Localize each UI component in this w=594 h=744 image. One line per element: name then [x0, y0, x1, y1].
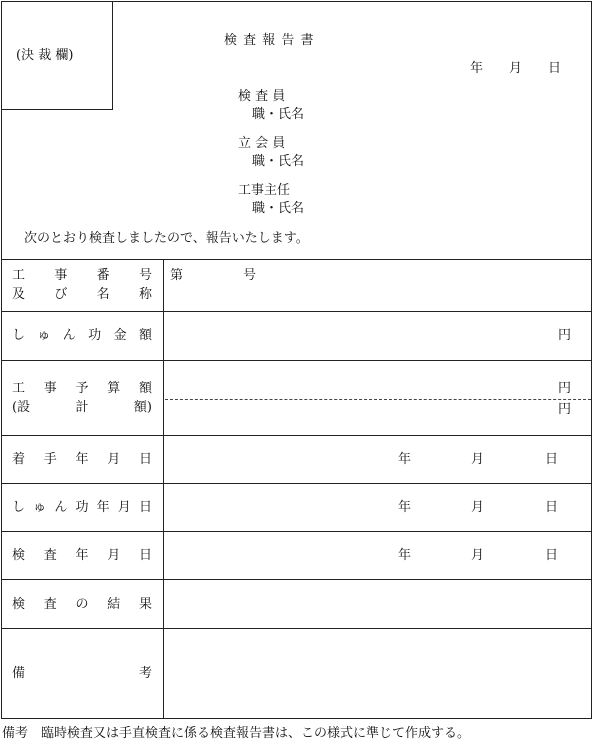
label-char: 果: [138, 597, 152, 612]
approval-box: [2, 2, 113, 110]
label-start-date: [12, 452, 152, 468]
label-char: 計: [75, 400, 89, 415]
approval-box-label: (決 裁 欄): [16, 48, 74, 63]
label-project-number: [12, 268, 152, 284]
footnote: 備考 臨時検査又は手直検査に係る検査報告書は、この様式に準じて作成する。: [2, 726, 471, 741]
label-char: 考: [138, 666, 152, 681]
label-char: 日: [138, 452, 152, 467]
label-char: 称: [138, 287, 152, 302]
label-char: 検: [12, 548, 26, 563]
label-char: 額): [133, 400, 152, 415]
row-rule: [2, 628, 591, 629]
label-char: 手: [43, 452, 57, 467]
label-char: 事: [43, 381, 57, 396]
label-char: 検: [12, 597, 26, 612]
completion-amount-yen: 円: [558, 328, 572, 343]
label-char: 日: [138, 548, 152, 563]
label-char: 額: [138, 328, 152, 343]
budget-amount-yen: 円: [558, 381, 572, 396]
chief-engineer-role: 工事主任: [238, 183, 291, 198]
project-number-suffix: 号: [243, 268, 257, 283]
label-inspection-date: [12, 548, 152, 564]
label-char: 工: [12, 268, 26, 283]
label-char: 年: [75, 548, 89, 563]
completion-date-year: 年: [398, 500, 412, 515]
label-inspection-result: [12, 597, 152, 613]
row-rule: [2, 360, 591, 361]
intro-text: 次のとおり検査しましたので、報告いたします。: [24, 231, 309, 246]
label-completion-amount: [12, 328, 152, 344]
form-title: 検 査 報 告 書: [224, 33, 315, 48]
label-char: 額: [138, 381, 152, 396]
label-design-amount: [12, 400, 152, 416]
label-char: 着: [12, 452, 26, 467]
label-char: 結: [107, 597, 121, 612]
label-char: 工: [12, 381, 26, 396]
start-date-month: 月: [471, 452, 485, 467]
inspector-name-label: 職・氏名: [252, 107, 305, 122]
project-number-prefix: 第: [170, 268, 184, 283]
label-char: 算: [107, 381, 121, 396]
label-char: 金: [113, 328, 127, 343]
label-char: ゅ: [33, 500, 47, 515]
table-top-rule: [2, 259, 591, 260]
label-char: 番: [96, 268, 110, 283]
row-rule: [2, 435, 591, 436]
label-char: 功: [75, 500, 89, 515]
label-char: 号: [138, 268, 152, 283]
label-char: 予: [75, 381, 89, 396]
row-rule: [2, 579, 591, 580]
row-rule: [2, 531, 591, 532]
witness-role: 立 会 員: [238, 136, 286, 151]
label-char: 及: [12, 287, 26, 302]
label-char: ん: [62, 328, 76, 343]
witness-name-label: 職・氏名: [252, 154, 305, 169]
label-char: 月: [107, 452, 121, 467]
inspection-date-day: 日: [545, 548, 559, 563]
label-char: 年: [75, 452, 89, 467]
label-char: 査: [43, 548, 57, 563]
label-char: 日: [138, 500, 152, 515]
column-divider: [163, 260, 164, 718]
report-date: 年 月 日: [470, 61, 562, 76]
start-date-day: 日: [545, 452, 559, 467]
budget-dashed-divider: [165, 399, 591, 400]
completion-date-day: 日: [545, 500, 559, 515]
inspection-date-month: 月: [471, 548, 485, 563]
label-char: し: [12, 500, 26, 515]
label-char: 月: [107, 548, 121, 563]
design-amount-yen: 円: [558, 402, 572, 417]
label-char: (設: [12, 400, 31, 415]
completion-date-month: 月: [471, 500, 485, 515]
label-char: ゅ: [37, 328, 51, 343]
inspector-role: 検 査 員: [238, 89, 286, 104]
label-char: 名: [96, 287, 110, 302]
label-char: び: [54, 287, 68, 302]
row-rule: [2, 311, 591, 312]
label-budget-amount: [12, 381, 152, 397]
row-rule: [2, 483, 591, 484]
label-char: の: [75, 597, 89, 612]
label-completion-date: [12, 500, 152, 516]
label-remarks: [12, 666, 152, 682]
label-char: 月: [117, 500, 131, 515]
label-project-name: [12, 287, 152, 303]
label-char: し: [12, 328, 26, 343]
chief-engineer-name-label: 職・氏名: [252, 201, 305, 216]
label-char: 査: [43, 597, 57, 612]
label-char: 備: [12, 666, 26, 681]
inspection-report-form: [1, 1, 592, 719]
inspection-date-year: 年: [398, 548, 412, 563]
label-char: 年: [96, 500, 110, 515]
label-char: ん: [54, 500, 68, 515]
label-char: 功: [88, 328, 102, 343]
label-char: 事: [54, 268, 68, 283]
start-date-year: 年: [398, 452, 412, 467]
